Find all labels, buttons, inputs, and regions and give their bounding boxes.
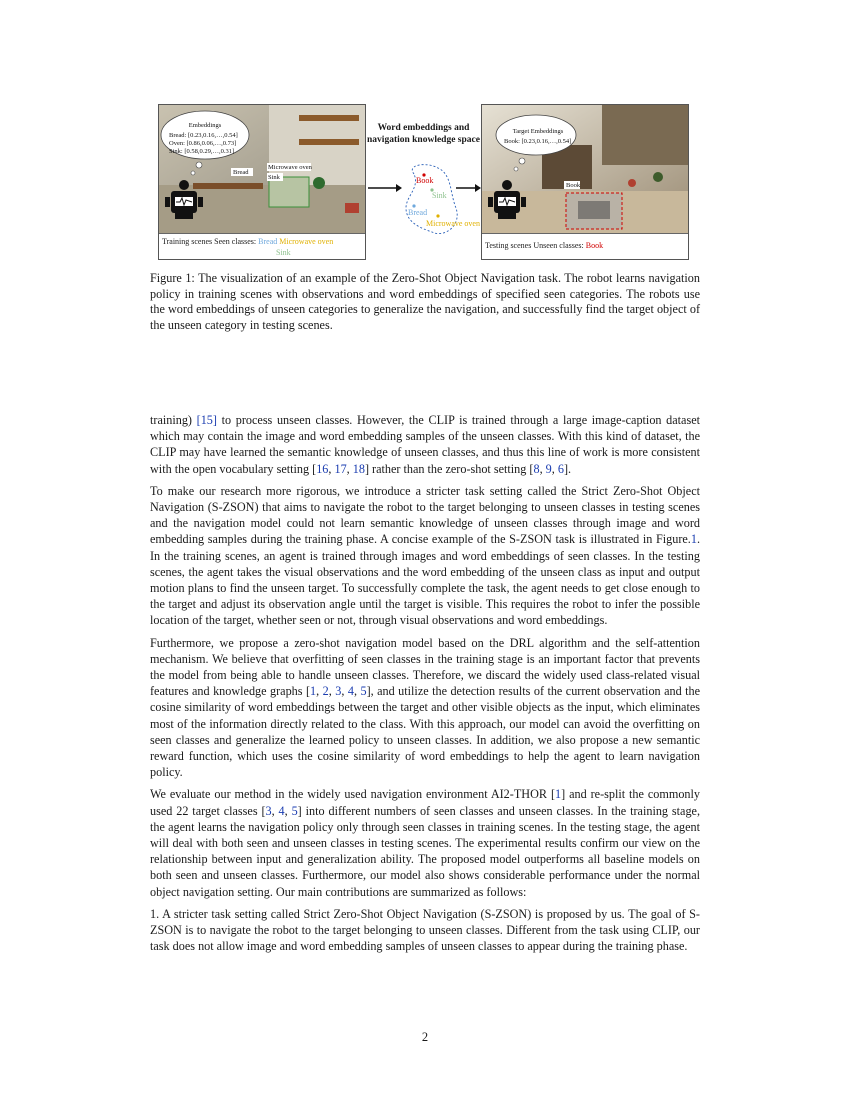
citation-link[interactable]: 18	[352, 461, 365, 476]
citation-link[interactable]: 3	[335, 684, 342, 699]
text-run: ,	[353, 684, 361, 699]
text-run: Furthermore, we propose a zero-shot navigation model based on the DRL algorithm and the self-attention mechanism. We believe that overfitting of seen classes in the training stage is an important factor that prevents the model from being able to handle unseen classes. Therefore, we discard the widely used class-related visual features and knowledge graphs [	[150, 635, 700, 699]
kitchen-scene-illustration	[159, 105, 365, 233]
citation-link[interactable]: 2	[322, 684, 329, 699]
word-sink: Sink	[432, 191, 447, 200]
text-run: ,	[316, 684, 323, 699]
seen-class-bread: Bread	[258, 237, 278, 246]
citation-link[interactable]: 1	[310, 684, 317, 699]
seen-class-microwave: Microwave oven	[279, 237, 334, 246]
unseen-class-book: Book	[585, 241, 604, 250]
arrow-right-icon	[368, 184, 402, 192]
citation-link[interactable]: 4	[278, 803, 285, 818]
embedding-space-diagram	[366, 104, 481, 260]
text-run: . In the training scenes, an agent is trained through images and word embeddings of seen classes. In the testing scenes, the agent takes the visual observations and the word embedding of the unseen class as input and output motion plans to find the unseen target. To successfully complete the task, the agent needs to get close enough to the target and adjust its observation angle until the target is visible. This requires the robot to infer the possible location of the target, whether seen or not, through visual observations and word embeddings.	[150, 532, 700, 628]
arrow-right-icon	[456, 184, 481, 192]
citation-link[interactable]: 17	[334, 461, 347, 476]
cloud-title: Embeddings	[188, 122, 222, 129]
object-label: Book	[566, 182, 581, 189]
text-run: training)	[150, 413, 197, 427]
citation-link[interactable]: 5	[360, 684, 367, 699]
text-run: to process unseen classes. However, the CLIP is trained through a large image-caption dataset which may contain the image and word embedding samples of the unseen classes. With this kind of dataset, the CLIP may have learned the semantic knowledge of unseen classes, and thus this line of work is more consistent with the open vocabulary setting [	[150, 413, 701, 476]
text-run: 1. A stricter task setting called Strict Zero-Shot Object Navigation (S-ZSON) is proposed by us. The goal of S-ZSON is to navigate the robot to the target belonging to unseen classes. Different from the task using CLIP, our task does not allow image and word embedding samples of unseen classes to appear during the training phase.	[150, 906, 700, 954]
testing-scene-caption: Testing scenes Unseen classes: Book	[482, 233, 688, 259]
text-run: ], and utilize the detection results of the current observation and the cosine similarity of word embeddings between the target and other visible objects as the input, which eliminates most of the information directly related to the class. With this approach, our model can avoid the overfitting on seen classes and generalize the learned policy to unseen classes. In addition, we also propose a new semantic reward function, which uses the cosine similarity of word embeddings to help the agent to learn navigation policy.	[150, 684, 701, 780]
text-run: ,	[341, 684, 348, 699]
citation-link[interactable]: 3	[265, 803, 272, 818]
cloud-line: Book: [0.23,0.16,…,0.54]	[504, 138, 572, 145]
paragraph	[150, 412, 700, 477]
text-run: ,	[346, 461, 353, 476]
embedding-space	[366, 104, 481, 260]
training-scene-caption: Training scenes Seen classes: Bread Microwave oven Sink	[159, 233, 365, 259]
living-room-scene-illustration	[482, 105, 688, 233]
word-book: Book	[416, 176, 434, 185]
text-run: ].	[563, 461, 572, 476]
word-microwave: Microwave oven	[426, 219, 480, 228]
object-label: Microwave oven	[268, 164, 312, 171]
seen-class-sink: Sink	[276, 248, 291, 257]
text-run: To make our research more rigorous, we introduce a stricter task setting called the Strict Zero-Shot Object Navigation (S-ZSON) that aims to navigate the robot to the target belonging to unseen classes in testing scenes and the navigation model could not learn semantic knowledge of unseen classes through image and word embedding samples during the training phase. A concise example of the S-ZSON task is illustrated in Figure.	[150, 483, 700, 547]
page-number: 2	[421, 1030, 429, 1044]
paragraph	[150, 906, 700, 955]
cloud-line: Sink: [0.58,0.29,…,0.31]	[169, 148, 235, 155]
body-text	[150, 412, 700, 961]
paragraph	[150, 483, 700, 629]
text-run: We evaluate our method in the widely used navigation environment AI2-THOR [	[150, 787, 555, 802]
citation-link[interactable]: [15]	[196, 413, 217, 427]
citation-link[interactable]: 8	[533, 461, 540, 476]
cloud-line: Oven: [0.86,0.06,…,0.73]	[169, 140, 237, 147]
figure-1	[158, 104, 692, 260]
figure-caption: Figure 1: The visualization of an example of the Zero-Shot Object Navigation task. The robot learns navigation policy in training scenes with observations and word embeddings of specified seen categories. The robots use the word embeddings of unseen categories to generalize the navigation, and successfully find the target object of the unseen category in testing scenes.	[150, 271, 700, 332]
object-label: Bread	[233, 169, 249, 176]
embedding-space-title: Word embeddings and navigation knowledge space	[367, 123, 480, 145]
citation-link[interactable]: 5	[291, 803, 298, 818]
word-bread: Bread	[408, 208, 428, 217]
object-label: Sink	[268, 174, 280, 181]
text-run: ] and re-split the commonly used 22 target classes [	[150, 787, 700, 818]
text-run: ,	[328, 684, 336, 699]
text-run: ,	[551, 461, 558, 476]
citation-link[interactable]: 6	[557, 461, 564, 476]
cloud-line: Bread: [0.23,0.16,…,0.54]	[169, 132, 238, 139]
text-run: ] rather than the zero-shot setting [	[364, 461, 534, 476]
citation-link[interactable]: 16	[316, 461, 329, 476]
cloud-title: Target Embeddings	[512, 128, 564, 135]
text-run: ,	[328, 461, 335, 476]
citation-link[interactable]: 9	[545, 461, 552, 476]
paragraph	[150, 635, 700, 781]
paragraph	[150, 786, 700, 899]
text-run: ,	[284, 803, 292, 818]
testing-scene-panel	[481, 104, 689, 260]
citation-link[interactable]: 1	[690, 532, 697, 547]
text-run: ] into different numbers of seen classes and unseen classes. In the training stage, the agent learns the navigation policy only through seen classes in training scenes. In the testing stage, the agent will deal with both seen and unseen classes in testing scenes. The experimental results confirm our view on the relationship between input and generalization ability. The proposed model outperforms all baseline models on both seen and unseen classes. Furthermore, our model also shows considerable performance under the normal object navigation setting. Our main contributions are summarized as follows:	[150, 803, 700, 899]
citation-link[interactable]: 1	[555, 787, 562, 802]
citation-link[interactable]: 4	[347, 684, 354, 699]
training-scene-panel	[158, 104, 366, 260]
text-run: ,	[539, 461, 546, 476]
text-run: ,	[271, 803, 279, 818]
